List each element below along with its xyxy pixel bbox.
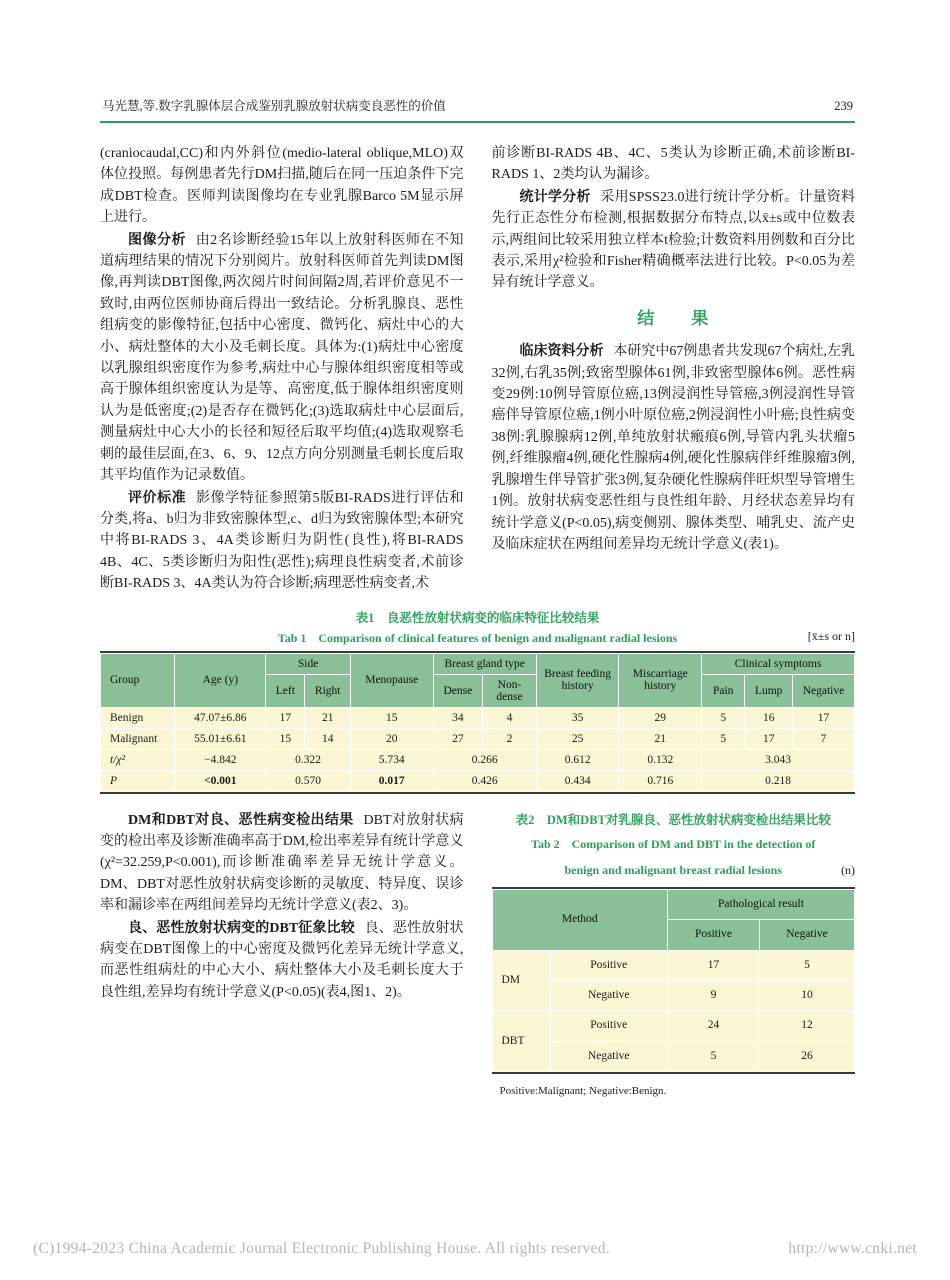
th-negative: Negative <box>760 920 855 950</box>
cell: 3.043 <box>702 749 855 770</box>
cell: −4.842 <box>175 749 266 770</box>
cell: 7 <box>792 728 854 749</box>
table2-footnote: Positive:Malignant; Negative:Benign. <box>499 1085 667 1098</box>
th-nondense: Non-dense <box>483 674 537 707</box>
footer-copyright: (C)1994-2023 China Academic Journal Electronic Publishing House. All rights reserved. <box>33 1240 610 1257</box>
th-side: Side <box>266 653 351 674</box>
cell: 17 <box>792 707 854 728</box>
paragraph-text: DBT对放射状病变的检出率及诊断准确率高于DM,检出率差异有统计学意义(χ²=32.259,P<0.001),而诊断准确率差异无统计学意义。DM、DBT对恶性放射状病变诊断的灵敏度、特异度、误诊率和漏诊率在两组间差异均无统计学意义(表2、3)。 <box>100 812 464 914</box>
table2 <box>492 889 856 1072</box>
footer-url[interactable]: http://www.cnki.net <box>788 1240 917 1257</box>
table1 <box>100 653 855 792</box>
table-row <box>492 889 855 919</box>
paragraph-text: 影像学特征参照第5版BI-RADS进行评估和分类,将a、b归为非致密腺体型,c、d归为致密腺体型;本研究中将BI-RADS 3、4A类诊断归为阴性(良性),将BI-RADS 4B、4C、5类诊断归为阳性(恶性);病理良性病变者,术前诊断BI-RADS 3、4A类认为符合诊断;病理恶性病变者,术 <box>100 490 464 592</box>
cell: 16 <box>745 707 793 728</box>
cell: 25 <box>536 728 619 749</box>
paragraph-label: DM和DBT对良、恶性病变检出结果 <box>128 812 354 828</box>
upper-columns <box>100 143 855 596</box>
table1-caption-en <box>100 629 855 646</box>
paragraph-label: 良、恶性放射状病变的DBT征象比较 <box>128 920 355 936</box>
th-left: Left <box>266 674 305 707</box>
right-column <box>492 143 856 596</box>
table1-wrap <box>100 651 855 794</box>
cell: 2 <box>483 728 537 749</box>
cell: 15 <box>350 707 433 728</box>
page-number: 239 <box>834 99 853 113</box>
cell: 24 <box>668 1011 760 1041</box>
cell-stat-label: t/χ² <box>101 749 175 770</box>
cell: 0.017 <box>350 770 433 791</box>
cell: 27 <box>433 728 483 749</box>
th-clinical-symptoms: Clinical symptoms <box>702 653 855 674</box>
th-right: Right <box>305 674 350 707</box>
table1-head <box>101 653 855 707</box>
th-menopause: Menopause <box>350 653 433 707</box>
table2-caption-en-line2 <box>492 860 856 881</box>
running-title: 马光慧,等.数字乳腺体层合成鉴别乳腺放射状病变良恶性的价值 <box>102 99 446 113</box>
th-pain: Pain <box>702 674 745 707</box>
paragraph-clinical-data <box>492 341 856 555</box>
cell: 35 <box>536 707 619 728</box>
cell: 5 <box>702 707 745 728</box>
paragraph-image-analysis <box>100 230 464 487</box>
th-miscarriage-history: Miscarriage history <box>619 653 702 707</box>
paragraph-label: 临床资料分析 <box>519 344 604 360</box>
table2-caption-en-line1: Tab 2 Comparison of DM and DBT in the detection of <box>531 836 816 851</box>
th-age: Age (y) <box>175 653 266 707</box>
cell: 0.218 <box>702 770 855 791</box>
paragraph-detection-results <box>100 810 464 917</box>
cell: 26 <box>760 1041 855 1071</box>
section-heading-results: 结 果 <box>637 308 710 328</box>
running-head <box>100 96 855 114</box>
cell-method: DBT <box>492 1011 550 1072</box>
cell: Negative <box>550 980 668 1010</box>
table-row-dbt-positive <box>492 1011 855 1041</box>
cell: 55.01±6.61 <box>175 728 266 749</box>
paragraph-label: 评价标准 <box>128 490 187 506</box>
table-row-statistic <box>101 749 855 770</box>
th-dense: Dense <box>433 674 483 707</box>
paragraph-continuation: 前诊断BI-RADS 4B、4C、5类认为诊断正确,术前诊断BI-RADS 1、2类均认为漏诊。 <box>491 146 855 183</box>
table2-body <box>492 950 855 1072</box>
cell: 5.734 <box>350 749 433 770</box>
cell: 9 <box>668 980 760 1010</box>
table2-caption-en-text: benign and malignant breast radial lesions <box>564 863 782 878</box>
cell: 5 <box>760 950 855 980</box>
page-footer <box>33 1240 917 1258</box>
lower-right-column <box>492 810 856 1103</box>
th-pathological-result: Pathological result <box>668 889 855 919</box>
cell: <0.001 <box>175 770 266 791</box>
table-row-pvalue <box>101 770 855 791</box>
cell: 0.426 <box>433 770 536 791</box>
lower-left-column <box>100 810 464 1103</box>
cell: 21 <box>305 707 350 728</box>
cell: 17 <box>668 950 760 980</box>
th-group: Group <box>101 653 175 707</box>
th-negative: Negative <box>792 674 854 707</box>
table1-caption-cn: 表1 良恶性放射状病变的临床特征比较结果 <box>355 610 600 625</box>
cell: 0.570 <box>266 770 351 791</box>
cell: 29 <box>619 707 702 728</box>
cell: 0.322 <box>266 749 351 770</box>
cell: 5 <box>668 1041 760 1071</box>
cell-stat-label: P <box>101 770 175 791</box>
cell: Negative <box>550 1041 668 1071</box>
cell: Malignant <box>101 728 175 749</box>
cell: 15 <box>266 728 305 749</box>
cell: 20 <box>350 728 433 749</box>
table-row-malignant <box>101 728 855 749</box>
paragraph-statistics <box>492 187 856 294</box>
table-row-benign <box>101 707 855 728</box>
cell: Positive <box>550 1011 668 1041</box>
cell: 14 <box>305 728 350 749</box>
table2-unit-note: (n) <box>841 863 855 878</box>
cell: Benign <box>101 707 175 728</box>
paragraph-text: 本研究中67例患者共发现67个病灶,左乳32例,右乳35例;致密型腺体61例,非致密型腺体6例。恶性病变29例:10例导管原位癌,13例浸润性导管癌,3例浸润性导管癌伴导管原位癌,1例小叶原位癌,2例浸润性小叶癌;良性病变38例:乳腺腺病12例,单纯放射状瘢痕6例,导管内乳头状瘤5例,纤维腺瘤4例,硬化性腺病4例,硬化性腺病伴纤维腺瘤3例,乳腺增生伴导管扩张3例,复杂硬化性腺病伴旺炽型导管增生1例。放射状病变恶性组与良性组年龄、月经状态差异均有统计学意义(P<0.05),病变侧别、腺体类型、哺乳史、流产史及临床症状在两组间差异均无统计学意义(表1)。 <box>491 344 856 552</box>
cell: 12 <box>760 1011 855 1041</box>
paragraph-evaluation-criteria <box>100 488 464 595</box>
table2-caption-cn: 表2 DM和DBT对乳腺良、恶性放射状病变检出结果比较 <box>515 812 831 827</box>
cell: 0.434 <box>536 770 619 791</box>
th-feeding-history: Breast feeding history <box>536 653 619 707</box>
table1-caption-en-text: Tab 1 Comparison of clinical features of benign and malignant radial lesions <box>277 630 678 645</box>
table2-head <box>492 889 855 950</box>
cell: 0.612 <box>536 749 619 770</box>
cell: 0.716 <box>619 770 702 791</box>
table2-wrap <box>492 887 856 1074</box>
cell: 5 <box>702 728 745 749</box>
left-column <box>100 143 464 596</box>
th-positive: Positive <box>668 920 760 950</box>
cell-method: DM <box>492 950 550 1011</box>
th-gland-type: Breast gland type <box>433 653 536 674</box>
table1-section <box>100 608 855 794</box>
cell: 0.132 <box>619 749 702 770</box>
th-method: Method <box>492 889 668 950</box>
table-row <box>101 653 855 674</box>
cell: Positive <box>550 950 668 980</box>
cell: 34 <box>433 707 483 728</box>
paragraph-text: 良、恶性放射状病变在DBT图像上的中心密度及微钙化差异无统计学意义,而恶性组病灶的中心大小、病灶整体大小及毛刺长度大于良性组,差异均有统计学意义(P<0.05)(表4,图1、2)。 <box>100 920 464 1000</box>
cell: 17 <box>745 728 793 749</box>
cell: 21 <box>619 728 702 749</box>
cell: 0.266 <box>433 749 536 770</box>
paragraph-text: 采用SPSS23.0进行统计学分析。计量资料先行正态性分布检测,根据数据分布特点,以x̄±s或中位数表示,两组间比较采用独立样本t检验;计数资料用例数和百分比表示,采用χ²检验和Fisher精确概率法进行比较。P<0.05为差异有统计学意义。 <box>491 189 856 291</box>
table1-body <box>101 707 855 791</box>
cell: 4 <box>483 707 537 728</box>
cell: 10 <box>760 980 855 1010</box>
cell: 17 <box>266 707 305 728</box>
lower-columns <box>100 810 855 1103</box>
th-lump: Lump <box>745 674 793 707</box>
cell: 47.07±6.86 <box>175 707 266 728</box>
table-row-dm-positive <box>492 950 855 980</box>
paragraph-text: 由2名诊断经验15年以上放射科医师在不知道病理结果的情况下分别阅片。放射科医师首先判读DM图像,再判读DBT图像,两次阅片时间间隔2周,若评价意见不一致时,由两位医师协商后得出一致结论。分析乳腺良、恶性组病变的影像特征,包括中心密度、微钙化、病灶中心的大小、病灶整体的大小及毛刺长度。具体为:(1)病灶中心密度以乳腺组织密度作为参考,病灶中心与腺体组织密度相等或高于腺体组织密度认为是等、高密度,低于腺体组织密度则认为是低密度;(2)是否存在微钙化;(3)选取病灶中心层面后,测量病灶中心大小的长径和短径后取平均值;(4)选取观察毛刺的最佳层面,在3、6、9、12点方向分别测量毛刺长度后取其平均值作为记录数值。 <box>100 232 464 484</box>
header-rule <box>100 121 855 123</box>
paragraph-continuation: (craniocaudal,CC)和内外斜位(medio-lateral oblique,MLO)双体位投照。每例患者先行DM扫描,随后在同一压迫条件下完成DBT检查。医师判读图像均在专业乳腺Barco 5M显示屏上进行。 <box>100 146 464 226</box>
paragraph-label: 图像分析 <box>128 232 186 248</box>
table1-unit-note: [x̄±s or n] <box>807 628 855 643</box>
page-content <box>100 96 855 1103</box>
paragraph-dbt-signs <box>100 918 464 1004</box>
paragraph-label: 统计学分析 <box>519 189 591 205</box>
